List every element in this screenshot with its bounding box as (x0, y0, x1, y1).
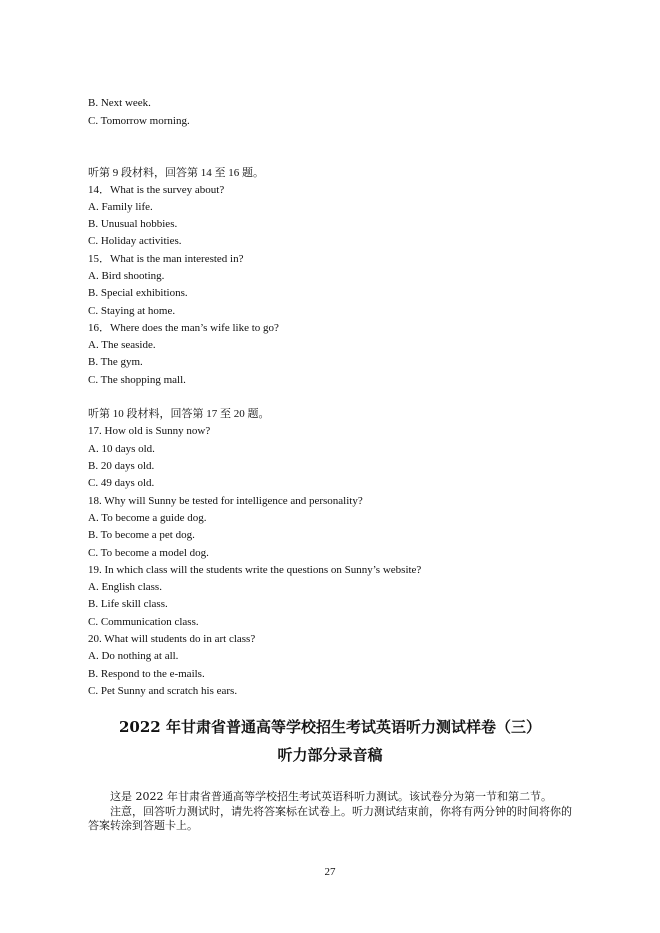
question-17: 17. How old is Sunny now? (88, 425, 211, 437)
q18-option-c: C. To become a model dog. (88, 547, 209, 559)
question-20: 20. What will students do in art class? (88, 633, 256, 645)
q14-option-b: B. Unusual hobbies. (88, 218, 178, 230)
q15-option-a: A. Bird shooting. (88, 270, 165, 282)
q19-option-c: C. Communication class. (88, 616, 199, 628)
question-18: 18. Why will Sunny be tested for intelligence and personality? (88, 495, 363, 507)
option-c-tomorrow-morning: C. Tomorrow morning. (88, 115, 190, 127)
q17-option-c: C. 49 days old. (88, 477, 155, 489)
q19-option-b: B. Life skill class. (88, 598, 168, 610)
q18-option-b: B. To become a pet dog. (88, 529, 195, 541)
question-15: 15．What is the man interested in? (88, 253, 244, 265)
q16-option-c: C. The shopping mall. (88, 374, 186, 386)
q14-option-c: C. Holiday activities. (88, 235, 182, 247)
section-10-instruction: 听第 10 段材料，回答第 17 至 20 题。 (88, 408, 270, 420)
q19-option-a: A. English class. (88, 581, 162, 593)
document-title: 2022 年甘肃省普通高等学校招生考试英语听力测试样卷（三） (119, 718, 541, 736)
q16-option-b: B. The gym. (88, 356, 143, 368)
notice-paragraph: 注意，回答听力测试时，请先将答案标在试卷上。听力测试结束前，你将有两分钟的时间将你的答案转涂到答题卡上。 (88, 805, 572, 832)
question-14: 14．What is the survey about? (88, 184, 225, 196)
q16-option-a: A. The seaside. (88, 339, 156, 351)
question-16: 16．Where does the man’s wife like to go? (88, 322, 279, 334)
option-b-next-week: B. Next week. (88, 97, 151, 109)
q20-option-c: C. Pet Sunny and scratch his ears. (88, 685, 238, 697)
section-9-instruction: 听第 9 段材料，回答第 14 至 16 题。 (88, 167, 264, 179)
document-subtitle: 听力部分录音稿 (277, 746, 383, 764)
q17-option-a: A. 10 days old. (88, 443, 155, 455)
q18-option-a: A. To become a guide dog. (88, 512, 207, 524)
q15-option-c: C. Staying at home. (88, 305, 176, 317)
q17-option-b: B. 20 days old. (88, 460, 155, 472)
question-19: 19. In which class will the students write the questions on Sunny’s website? (88, 564, 422, 576)
q20-option-a: A. Do nothing at all. (88, 650, 179, 662)
q14-option-a: A. Family life. (88, 201, 153, 213)
q15-option-b: B. Special exhibitions. (88, 287, 188, 299)
page-number: 27 (324, 866, 336, 878)
q20-option-b: B. Respond to the e-mails. (88, 668, 205, 680)
intro-paragraph: 这是 2022 年甘肃省普通高等学校招生考试英语科听力测试。该试卷分为第一节和第二节。 (110, 790, 552, 803)
